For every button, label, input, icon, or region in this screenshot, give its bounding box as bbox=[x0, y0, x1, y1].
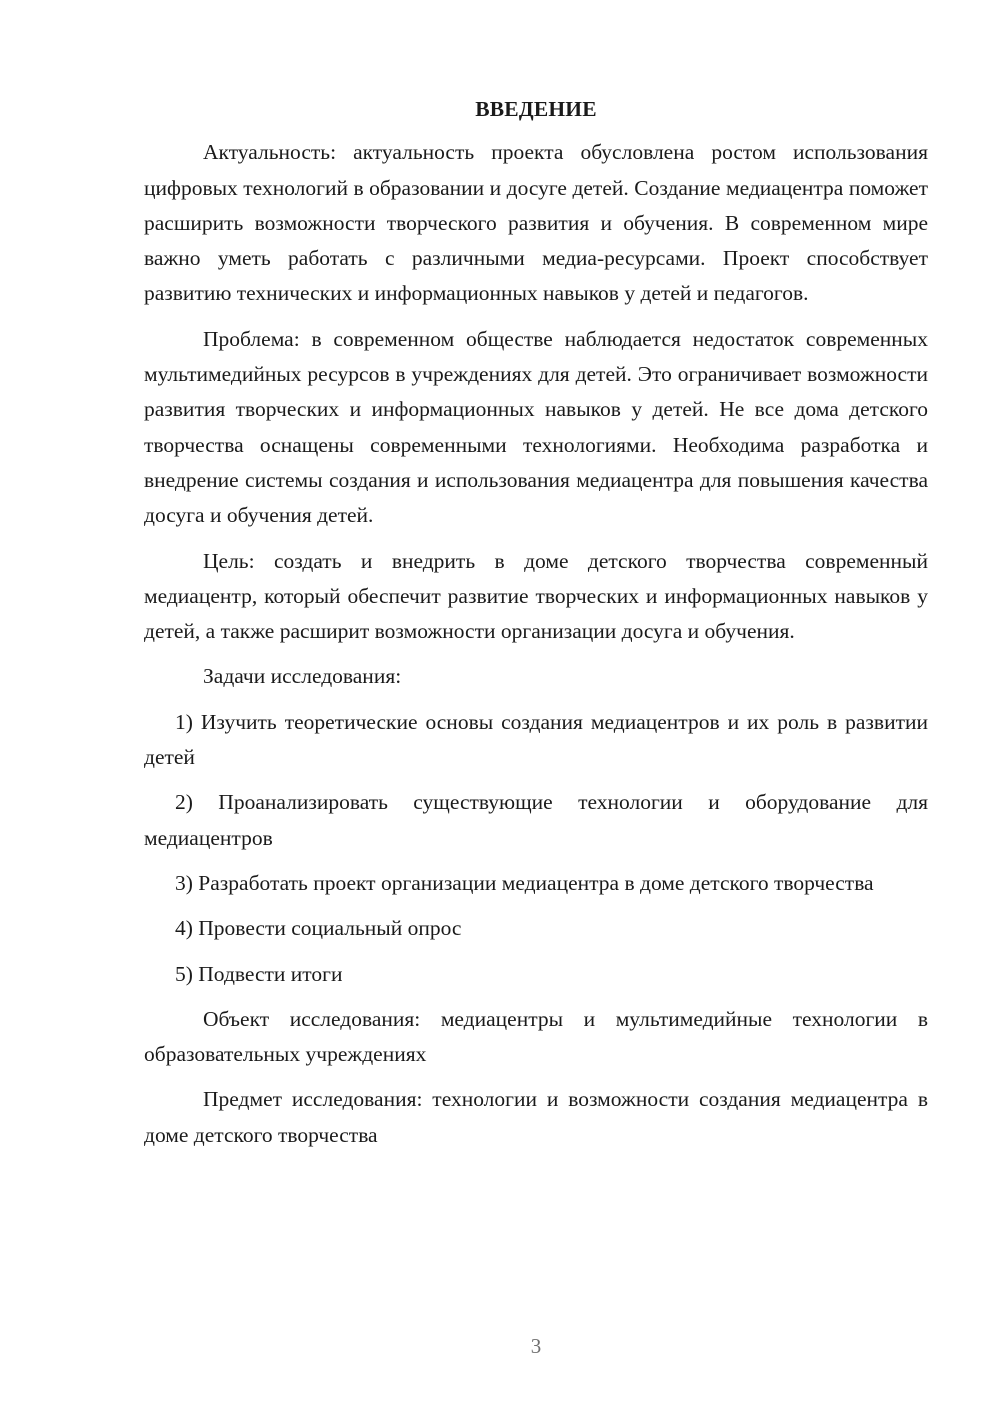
task-item-3: 3) Разработать проект организации медиацентра в доме детского творчества bbox=[175, 870, 874, 895]
tasks-heading: Задачи исследования: bbox=[203, 664, 402, 689]
paragraph-problem: Проблема: в современном обществе наблюдается недостаток современных мультимедийных ресурсов в учреждениях для детей. Это ограничивает возможности развития творческих и информационных навыков у детей. Не все дома детского творчества оснащены современными технологиями. Необходима разработка и внедрение системы создания и использования медиацентра для повышения качества досуга и обучения детей. bbox=[144, 326, 928, 528]
page-content bbox=[144, 92, 928, 1163]
task-item-5: 5) Подвести итоги bbox=[175, 961, 343, 986]
task-item-1: 1) Изучить теоретические основы создания медиацентров и их роль в развитии детей bbox=[144, 709, 928, 770]
paragraph-subject: Предмет исследования: технологии и возможности создания медиацентра в доме детского творчества bbox=[144, 1087, 928, 1147]
task-item-2: 2) Проанализировать существующие технологии и оборудование для медиацентров bbox=[144, 790, 928, 850]
paragraph-object: Объект исследования: медиацентры и мультимедийные технологии в образовательных учреждениях bbox=[144, 1006, 928, 1067]
page-number: 3 bbox=[530, 1334, 542, 1358]
task-item-4: 4) Провести социальный опрос bbox=[175, 916, 462, 941]
paragraph-relevance: Актуальность: актуальность проекта обусловлена ростом использования цифровых технологий в образовании и досуге детей. Создание медиацентра поможет расширить возможности творческого развития и обучения. В современном мире важно уметь работать с различными медиа-ресурсами. Проект способствует развитию технических и информационных навыков у детей и педагогов. bbox=[144, 140, 928, 306]
tasks-list bbox=[144, 705, 928, 992]
paragraph-goal: Цель: создать и внедрить в доме детского творчества современный медиацентр, который обеспечит развитие творческих и информационных навыков у детей, а также расширит возможности организации досуга и обучения. bbox=[144, 548, 928, 644]
section-title: ВВЕДЕНИЕ bbox=[475, 97, 597, 121]
